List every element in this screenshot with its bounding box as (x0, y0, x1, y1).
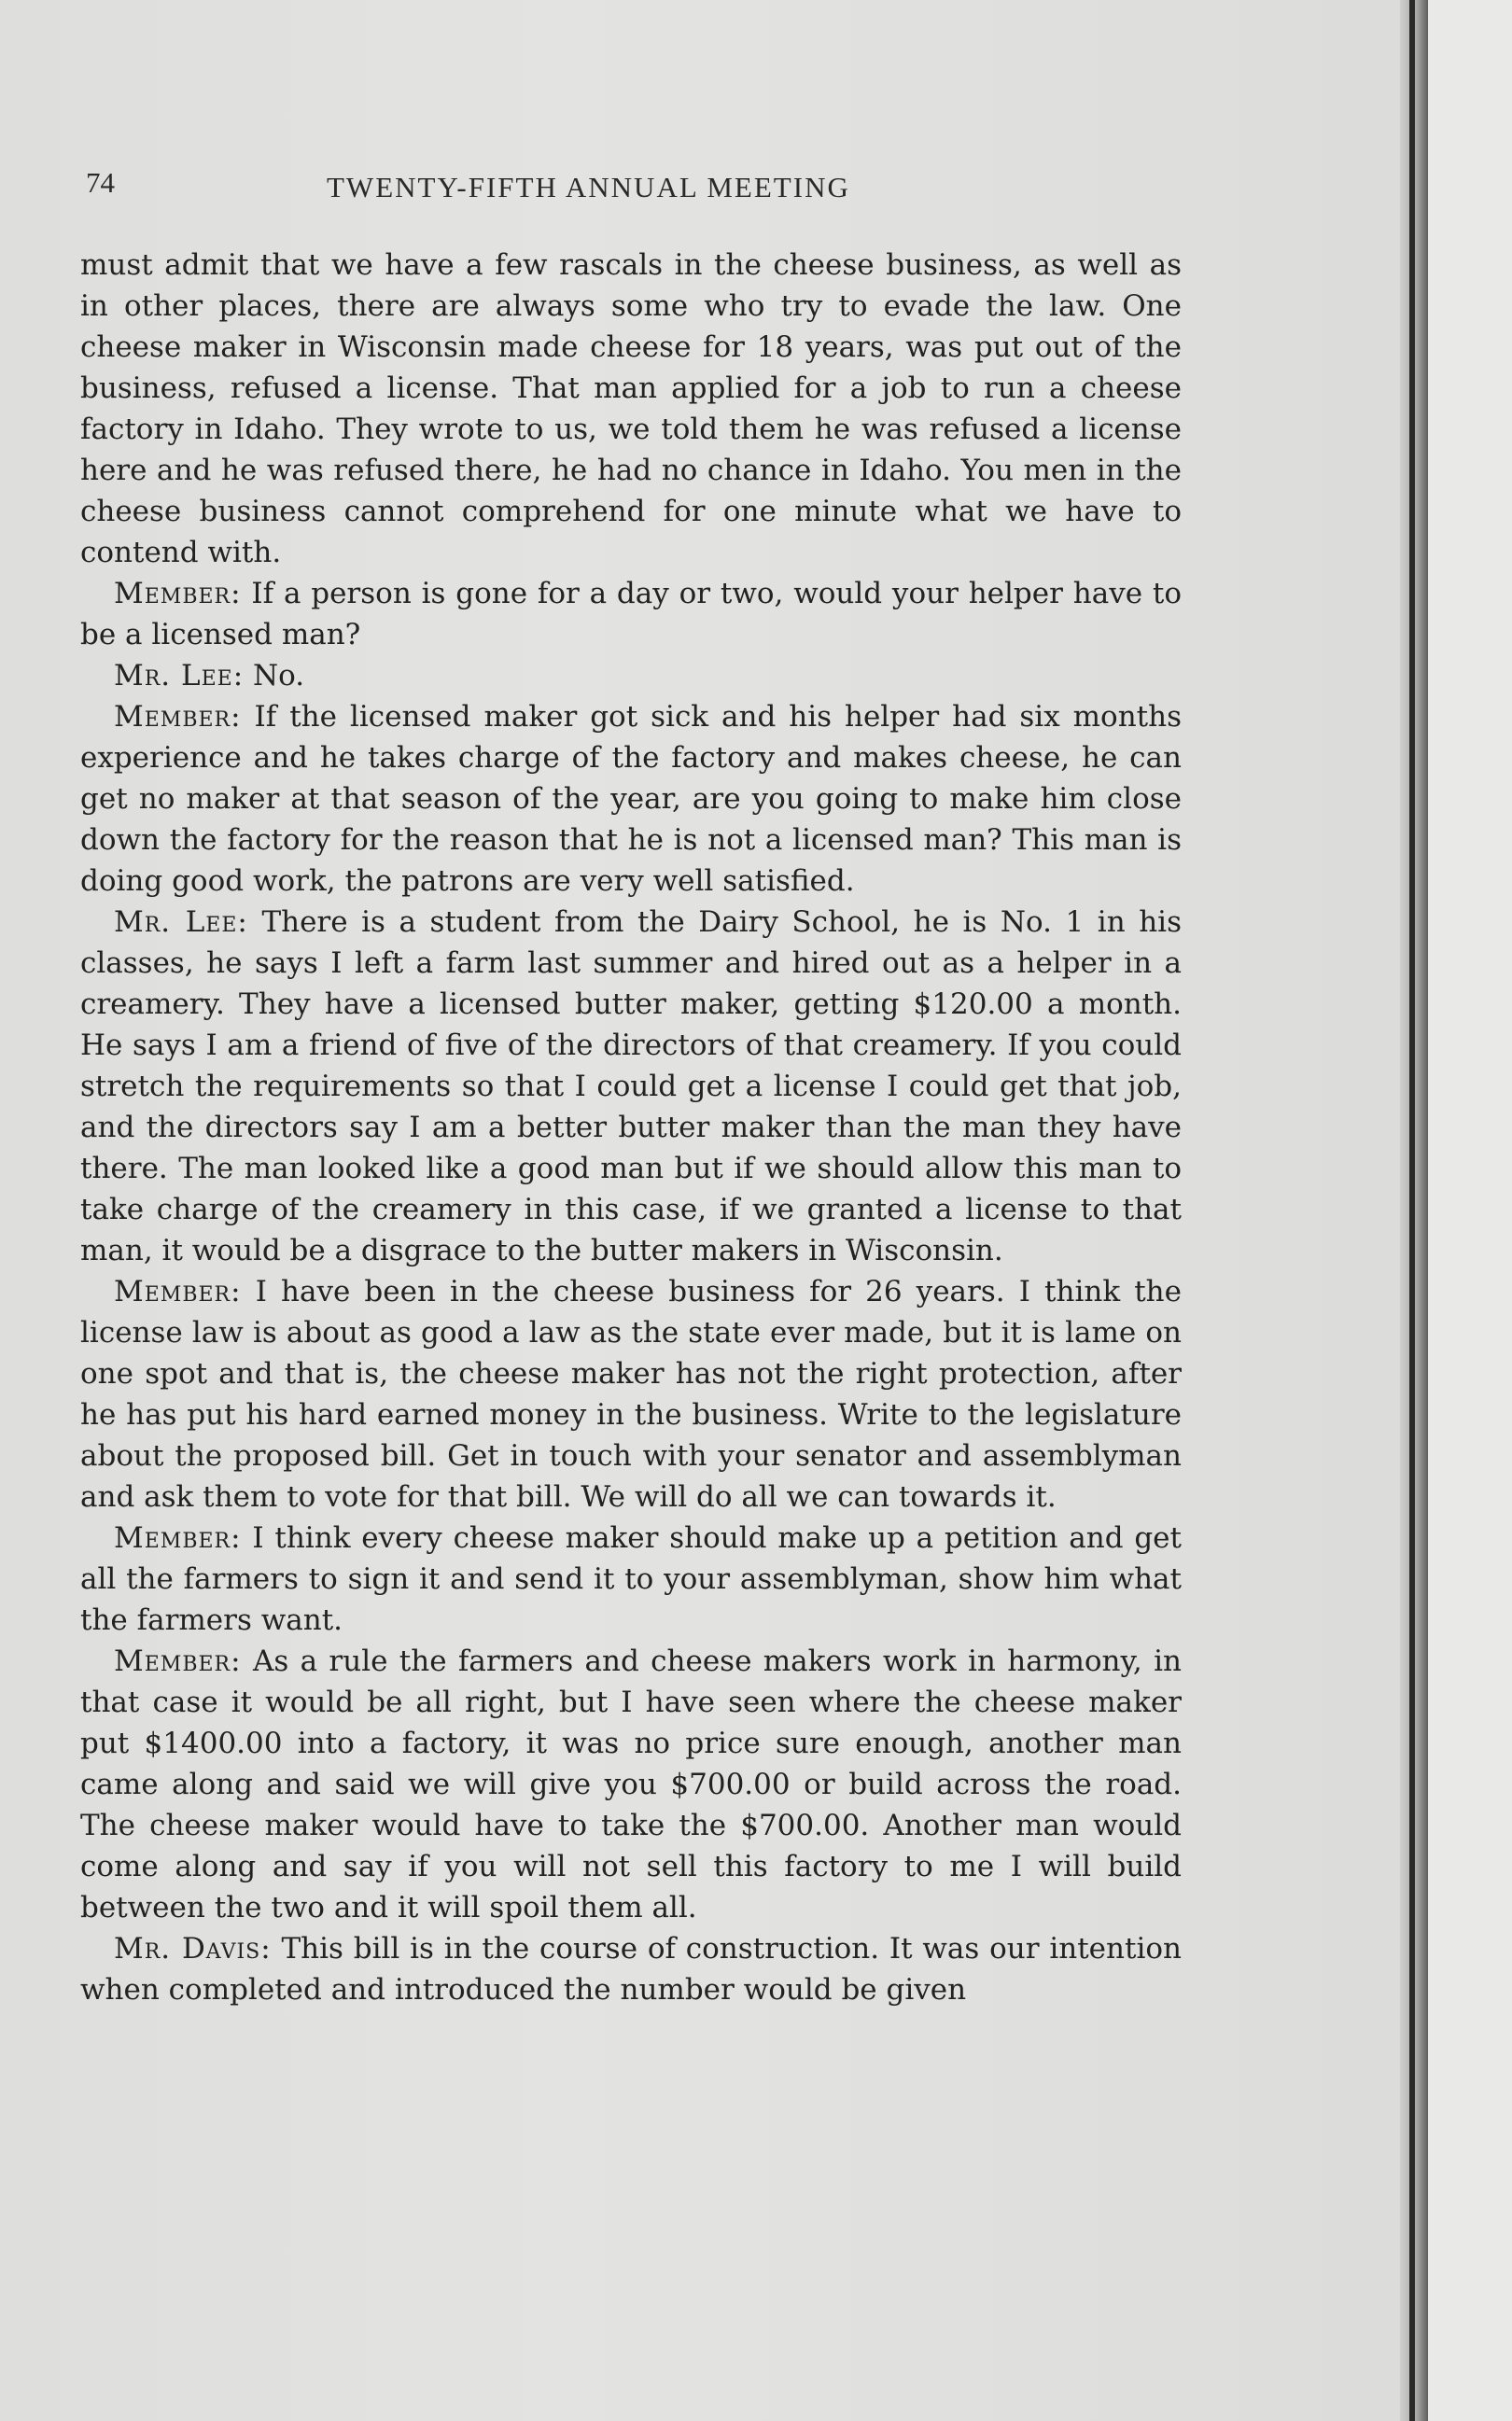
paragraph-text: This bill is in the course of construction. It was our intention when completed and introduced the number would be given (80, 1932, 1182, 2007)
speaker-label: Member: (114, 700, 242, 734)
running-title: TWENTY-FIFTH ANNUAL MEETING (327, 171, 850, 203)
paragraph-text: If a person is gone for a day or two, would your helper have to be a licensed man? (80, 577, 1182, 651)
paragraph (80, 1928, 1182, 2010)
speaker-label: Member: (114, 1275, 242, 1308)
paragraph-text: As a rule the farmers and cheese makers work in harmony, in that case it would be all right, but I have seen where the cheese maker put $1400.00 into a factory, it was no price sure enough, another man came along and said we will give you $700.00 or build across the road. The cheese maker would have to take the $700.00. Another man would come along and say if you will not sell this factory to me I will build between the two and it will spoil them all. (80, 1644, 1182, 1924)
speaker-label: Mr. Lee: (114, 659, 245, 693)
paragraph (80, 1641, 1182, 1928)
paragraph (80, 1518, 1182, 1641)
speaker-label: Member: (114, 1644, 242, 1678)
paragraph-text: There is a student from the Dairy School, he is No. 1 in his classes, he says I left a farm last summer and hired out as a helper in a creamery. They have a licensed butter maker, getting $120.00 a month. He says I am a friend of five of the directors of that creamery. If you could stretch the requirements so that I could get a license I could get that job, and the directors say I am a better butter maker than the man they have there. The man looked like a good man but if we should allow this man to take charge of the creamery in this case, if we granted a license to that man, it would be a disgrace to the butter makers in Wisconsin. (80, 905, 1183, 1267)
page-number: 74 (86, 166, 115, 199)
paragraph (80, 1271, 1182, 1518)
paragraph (80, 245, 1182, 573)
paragraph-text: I think every cheese maker should make up a petition and get all the farmers to sign it and send it to your assemblyman, show him what the farmers want. (80, 1521, 1182, 1637)
speaker-label: Mr. Lee: (114, 905, 248, 939)
page-header (86, 166, 1187, 213)
paragraph-text: must admit that we have a few rascals in the cheese business, as well as in other places, there are always some who try to evade the law. One cheese maker in Wisconsin made cheese for 18 years, was put out of the business, refused a license. That man applied for a job to run a cheese factory in Idaho. They wrote to us, we told them he was refused a license here and he was refused there, he had no chance in Idaho. You men in the cheese business cannot comprehend for one minute what we have to contend with. (80, 248, 1182, 569)
paragraph-text: If the licensed maker got sick and his helper had six months experience and he takes charge of the factory and makes cheese, he can get no maker at that season of the year, are you going to make him close down the factory for the reason that he is not a licensed man? This man is doing good work, the patrons are very well satisfied. (80, 700, 1183, 898)
bottom-margin (0, 2259, 1400, 2421)
paragraph (80, 696, 1182, 902)
body-text (80, 245, 1182, 2010)
speaker-label: Mr. Davis: (114, 1932, 272, 1966)
paragraph (80, 573, 1182, 655)
binding-edge (1409, 0, 1415, 2421)
paragraph (80, 655, 1182, 696)
speaker-label: Member: (114, 1521, 242, 1555)
paragraph-text: I have been in the cheese business for 26 years. I think the license law is about as good a law as the state ever made, but it is lame on one spot and that is, the cheese maker has not the right protection, after he has put his hard earned money in the business. Write to the legislature about the proposed bill. Get in touch with your senator and assemblyman and ask them to vote for that bill. We will do all we can towards it. (80, 1275, 1182, 1514)
paragraph-text: No. (253, 659, 305, 693)
page-margin-right (1428, 0, 1512, 2421)
speaker-label: Member: (114, 577, 242, 610)
paragraph (80, 902, 1182, 1271)
